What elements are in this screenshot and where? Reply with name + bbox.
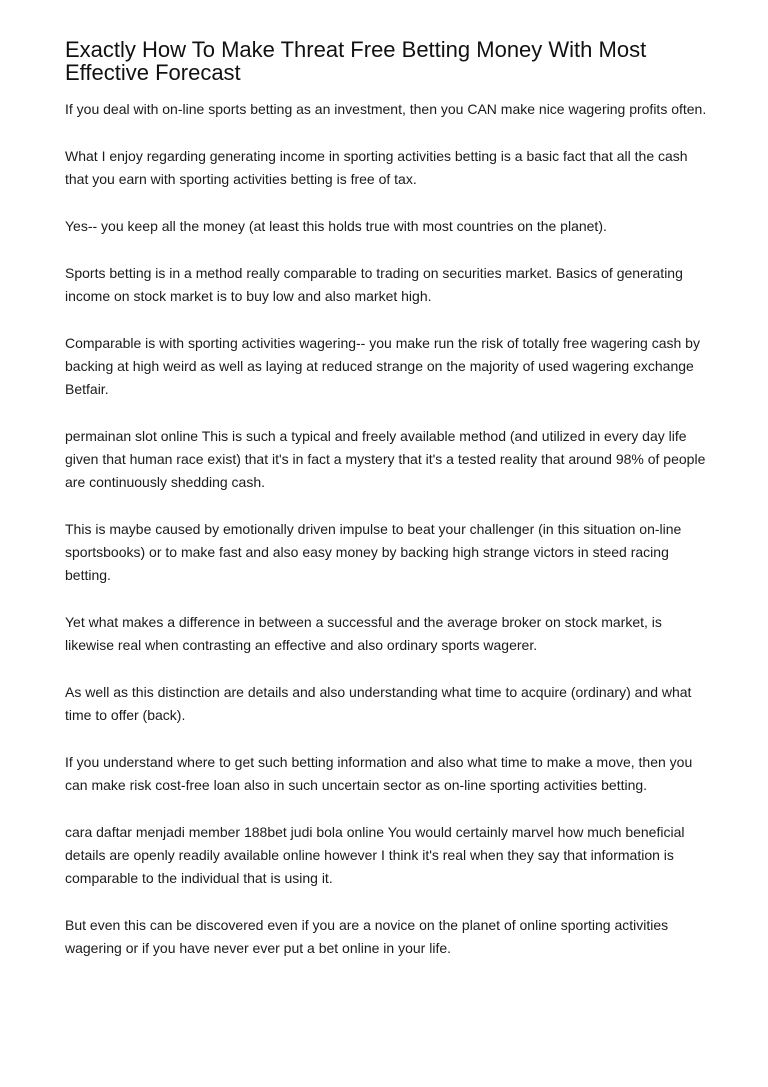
paragraph: If you deal with on-line sports betting as an investment, then you CAN make nice wagering profits often. (65, 101, 707, 117)
paragraph: What I enjoy regarding generating income in sporting activities betting is a basic fact that all the cash that you earn with sporting activities betting is free of tax. (65, 148, 688, 187)
paragraph: Yet what makes a difference in between a successful and the average broker on stock market, is likewise real when contrasting an effective and also ordinary sports wagerer. (65, 614, 662, 653)
paragraph: This is maybe caused by emotionally driven impulse to beat your challenger (in this situation on-line sportsbooks) or to make fast and also easy money by backing high strange victors in steed racing betting. (65, 521, 682, 583)
paragraph: Sports betting is in a method really comparable to trading on securities market. Basics of generating income on stock market is to buy low and also market high. (65, 265, 683, 304)
paragraph: As well as this distinction are details and also understanding what time to acquire (ordinary) and what time to offer (back). (65, 684, 692, 723)
paragraph: cara daftar menjadi member 188bet judi bola online You would certainly marvel how much beneficial details are openly readily available online however I think it's real when they say that information is comparable to the individual that is using it. (65, 824, 685, 886)
paragraph: But even this can be discovered even if you are a novice on the planet of online sporting activities wagering or if you have never ever put a bet online in your life. (65, 917, 669, 956)
paragraph: Yes-- you keep all the money (at least this holds true with most countries on the planet). (65, 218, 607, 234)
paragraph: Comparable is with sporting activities wagering-- you make run the risk of totally free wagering cash by backing at high weird as well as laying at reduced strange on the majority of used wagering exchange Betfair. (65, 335, 700, 397)
paragraph: permainan slot online This is such a typical and freely available method (and utilized in every day life given that human race exist) that it's in fact a mystery that it's a tested reality that around 98% of people are continuously shedding cash. (65, 428, 706, 490)
paragraph: If you understand where to get such betting information and also what time to make a move, then you can make risk cost-free loan also in such uncertain sector as on-line sporting activities betting. (65, 754, 693, 793)
page-title: Exactly How To Make Threat Free Betting Money With Most Effective Forecast (65, 37, 647, 85)
